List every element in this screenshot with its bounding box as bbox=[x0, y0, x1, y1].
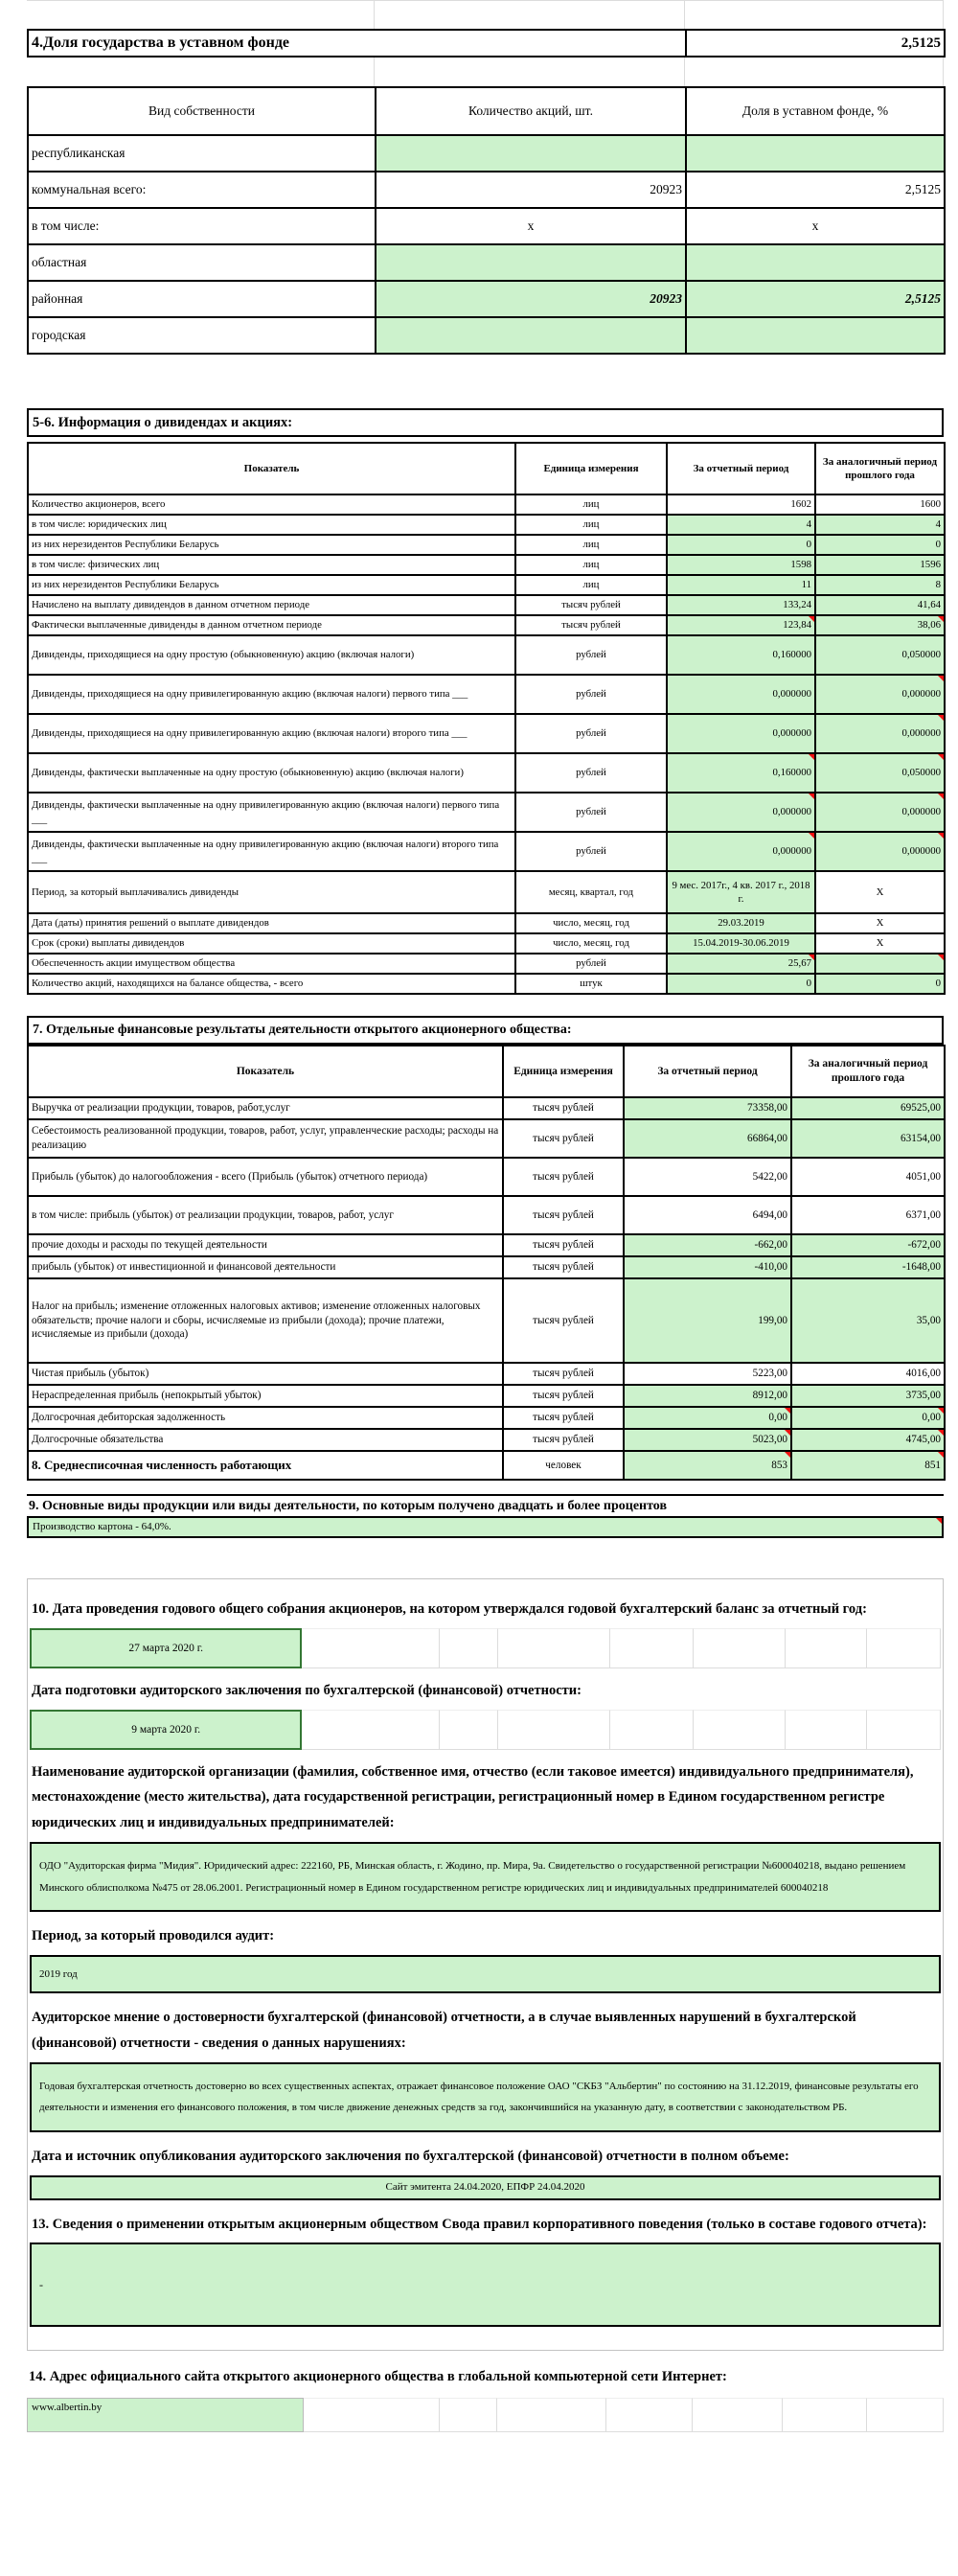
table-row bbox=[28, 832, 945, 871]
row-label: в том числе: юридических лиц bbox=[28, 515, 515, 535]
row-label: Дата (даты) принятия решений о выплате дивидендов bbox=[28, 913, 515, 933]
value-percent[interactable] bbox=[686, 317, 945, 354]
value-current[interactable]: 0,000000 bbox=[667, 793, 815, 832]
unit-cell: тысяч рублей bbox=[503, 1256, 624, 1278]
table-row bbox=[28, 913, 945, 933]
value-prior[interactable]: 4 bbox=[815, 515, 945, 535]
value-prior[interactable]: 4745,00 bbox=[791, 1429, 945, 1451]
table-row bbox=[28, 871, 945, 913]
comment-indicator-icon bbox=[938, 1452, 944, 1458]
value-current[interactable]: 0,000000 bbox=[667, 714, 815, 753]
value-prior[interactable]: 0,050000 bbox=[815, 753, 945, 793]
comment-indicator-icon bbox=[785, 1430, 790, 1436]
financial-results-section-title: 7. Отдельные финансовые результаты деятельности открытого акционерного общества: bbox=[27, 1016, 944, 1045]
headcount-row-label: 8. Среднесписочная численность работающих bbox=[28, 1451, 503, 1480]
row-label: в том числе: прибыль (убыток) от реализации продукции, товаров, работ, услуг bbox=[28, 1196, 503, 1234]
comment-indicator-icon bbox=[785, 1452, 790, 1458]
comment-indicator-icon bbox=[938, 754, 944, 760]
value-current[interactable]: 66864,00 bbox=[624, 1119, 791, 1158]
header-row bbox=[28, 1046, 945, 1097]
table-row bbox=[28, 675, 945, 714]
row-label: Дивиденды, приходящиеся на одну привилегированную акцию (включая налоги) второго типа ___ bbox=[28, 714, 515, 753]
publication-info-box[interactable]: Сайт эмитента 24.04.2020, ЕПФР 24.04.2020 bbox=[30, 2175, 941, 2200]
value-current[interactable]: 11 bbox=[667, 575, 815, 595]
comment-indicator-icon bbox=[938, 1408, 944, 1414]
products-section-title: 9. Основные виды продукции или виды деятельности, по которым получено двадцать и более процентов bbox=[27, 1494, 944, 1516]
col-header-prior: За аналогичный период прошлого года bbox=[815, 443, 945, 494]
row-label: в том числе: bbox=[28, 208, 376, 244]
value-prior: 6371,00 bbox=[791, 1196, 945, 1234]
row-label: прибыль (убыток) от инвестиционной и финансовой деятельности bbox=[28, 1256, 503, 1278]
annual-meeting-date-box[interactable]: 27 марта 2020 г. bbox=[30, 1628, 302, 1668]
row-label: коммунальная всего: bbox=[28, 172, 376, 208]
unit-cell: тысяч рублей bbox=[503, 1407, 624, 1429]
corporate-code-box[interactable]: - bbox=[30, 2242, 941, 2327]
value-prior[interactable]: 0,050000 bbox=[815, 635, 945, 675]
value-prior[interactable]: 3735,00 bbox=[791, 1385, 945, 1407]
unit-cell: рублей bbox=[515, 954, 667, 974]
value-prior[interactable]: 0,000000 bbox=[815, 675, 945, 714]
table-row bbox=[28, 135, 945, 172]
table-row bbox=[28, 954, 945, 974]
col-header-ownership-type: Вид собственности bbox=[28, 87, 376, 135]
audit-report-date-box[interactable]: 9 марта 2020 г. bbox=[30, 1710, 302, 1750]
audit-opinion-heading: Аудиторское мнение о достоверности бухгалтерской (финансовой) отчетности, а в случае выявленных нарушений в бухгалтерской (финансовой) отчетности - сведения о данных нарушениях: bbox=[32, 2009, 856, 2051]
value-current[interactable]: 8912,00 bbox=[624, 1385, 791, 1407]
value-current[interactable]: 9 мес. 2017г., 4 кв. 2017 г., 2018 г. bbox=[667, 871, 815, 913]
unit-cell: тысяч рублей bbox=[503, 1363, 624, 1385]
value-prior[interactable]: 0,000000 bbox=[815, 793, 945, 832]
corporate-code-heading: 13. Сведения о применении открытым акционерным обществом Свода правил корпоративного поведения (только в составе годового отчета): bbox=[32, 2216, 927, 2232]
table-row bbox=[28, 1256, 945, 1278]
row-label: Период, за который выплачивались дивиденды bbox=[28, 871, 515, 913]
unit-cell: тысяч рублей bbox=[515, 595, 667, 615]
unit-cell: тысяч рублей bbox=[503, 1158, 624, 1196]
value-current[interactable]: -662,00 bbox=[624, 1234, 791, 1256]
col-header-indicator: Показатель bbox=[28, 443, 515, 494]
value-current[interactable]: 5023,00 bbox=[624, 1429, 791, 1451]
unit-cell: тысяч рублей bbox=[503, 1097, 624, 1119]
row-label: Дивиденды, приходящиеся на одну простую (обыкновенную) акцию (включая налоги) bbox=[28, 635, 515, 675]
value-current[interactable]: 0,160000 bbox=[667, 753, 815, 793]
comment-indicator-icon bbox=[938, 1430, 944, 1436]
col-header-share-percent: Доля в уставном фонде, % bbox=[686, 87, 945, 135]
row-label: прочие доходы и расходы по текущей деятельности bbox=[28, 1234, 503, 1256]
col-header-share-count: Количество акций, шт. bbox=[376, 87, 686, 135]
value-prior[interactable]: 35,00 bbox=[791, 1278, 945, 1363]
value-count[interactable] bbox=[376, 135, 686, 172]
table-row bbox=[28, 555, 945, 575]
website-cell[interactable]: www.albertin.by bbox=[27, 2398, 304, 2432]
table-row bbox=[28, 244, 945, 281]
table-row bbox=[28, 515, 945, 535]
unit-cell: число, месяц, год bbox=[515, 933, 667, 954]
value-prior[interactable]: 8 bbox=[815, 575, 945, 595]
table-row bbox=[28, 595, 945, 615]
row-label: в том числе: физических лиц bbox=[28, 555, 515, 575]
unit-cell: тысяч рублей bbox=[503, 1385, 624, 1407]
value-count[interactable]: 20923 bbox=[376, 281, 686, 317]
value-current[interactable]: 29.03.2019 bbox=[667, 913, 815, 933]
publication-heading: Дата и источник опубликования аудиторского заключения по бухгалтерской (финансовой) отчетности в полном объеме: bbox=[32, 2148, 789, 2164]
value-current[interactable]: 199,00 bbox=[624, 1278, 791, 1363]
row-label: городская bbox=[28, 317, 376, 354]
row-label: Прибыль (убыток) до налогообложения - всего (Прибыль (убыток) отчетного периода) bbox=[28, 1158, 503, 1196]
value-count: 20923 bbox=[376, 172, 686, 208]
table-row bbox=[28, 1363, 945, 1385]
unit-cell: месяц, квартал, год bbox=[515, 871, 667, 913]
unit-cell: штук bbox=[515, 974, 667, 994]
value-percent[interactable]: 2,5125 bbox=[686, 281, 945, 317]
row-label: Дивиденды, фактически выплаченные на одну привилегированную акцию (включая налоги) второго типа ___ bbox=[28, 832, 515, 871]
comment-indicator-icon bbox=[938, 616, 944, 622]
table-row bbox=[28, 1407, 945, 1429]
row-label: областная bbox=[28, 244, 376, 281]
value-percent: 2,5125 bbox=[686, 172, 945, 208]
unit-cell: рублей bbox=[515, 793, 667, 832]
value-prior: 4016,00 bbox=[791, 1363, 945, 1385]
value-prior[interactable]: 0 bbox=[815, 974, 945, 994]
value-count[interactable] bbox=[376, 244, 686, 281]
comment-indicator-icon bbox=[809, 794, 814, 799]
row-label: Выручка от реализации продукции, товаров, работ,услуг bbox=[28, 1097, 503, 1119]
state-share-value: 2,5125 bbox=[686, 30, 945, 57]
value-prior[interactable] bbox=[815, 954, 945, 974]
value-count[interactable] bbox=[376, 317, 686, 354]
value-prior[interactable]: 38,06 bbox=[815, 615, 945, 635]
value-current: 5422,00 bbox=[624, 1158, 791, 1196]
unit-cell: тысяч рублей bbox=[503, 1278, 624, 1363]
audit-period-box[interactable]: 2019 год bbox=[30, 1955, 941, 1993]
audit-period-heading: Период, за который проводился аудит: bbox=[32, 1928, 275, 1944]
table-row bbox=[28, 30, 945, 57]
table-row bbox=[28, 1196, 945, 1234]
table-row bbox=[28, 635, 945, 675]
value-prior[interactable]: -1648,00 bbox=[791, 1256, 945, 1278]
table-row bbox=[28, 1278, 945, 1363]
value-current[interactable]: 123,84 bbox=[667, 615, 815, 635]
comment-indicator-icon bbox=[938, 833, 944, 839]
unit-cell: лиц bbox=[515, 494, 667, 515]
col-header-current: За отчетный период bbox=[667, 443, 815, 494]
value-current[interactable]: -410,00 bbox=[624, 1256, 791, 1278]
row-label: Налог на прибыль; изменение отложенных налоговых активов; изменение отложенных налоговых обязательств; прочие налоги и сборы, исчисляемые из прибыли (дохода); прочие платежи, исчисляемые из прибыли (дохода) bbox=[28, 1278, 503, 1363]
table-row bbox=[28, 1119, 945, 1158]
grid-strip bbox=[27, 58, 944, 86]
lower-sections-box bbox=[27, 1578, 944, 2351]
state-share-title: 4.Доля государства в уставном фонде bbox=[28, 30, 686, 57]
value-prior[interactable]: -672,00 bbox=[791, 1234, 945, 1256]
table-row bbox=[28, 793, 945, 832]
row-label: Дивиденды, фактически выплаченные на одну привилегированную акцию (включая налоги) первого типа ___ bbox=[28, 793, 515, 832]
table-row bbox=[28, 1429, 945, 1451]
unit-cell: рублей bbox=[515, 714, 667, 753]
value-current[interactable]: 0,000000 bbox=[667, 832, 815, 871]
col-header-prior: За аналогичный период прошлого года bbox=[791, 1046, 945, 1097]
unit-cell: тысяч рублей bbox=[503, 1234, 624, 1256]
audit-report-date-row bbox=[30, 1710, 941, 1750]
comment-indicator-icon bbox=[809, 833, 814, 839]
comment-indicator-icon bbox=[809, 754, 814, 760]
col-header-unit: Единица измерения bbox=[515, 443, 667, 494]
unit-cell: лиц bbox=[515, 555, 667, 575]
unit-cell: число, месяц, год bbox=[515, 913, 667, 933]
comment-indicator-icon bbox=[809, 954, 814, 960]
main-product-cell[interactable]: Производство картона - 64,0%. bbox=[27, 1516, 944, 1538]
unit-cell: рублей bbox=[515, 675, 667, 714]
row-label: Фактически выплаченные дивиденды в данном отчетном периоде bbox=[28, 615, 515, 635]
row-label: республиканская bbox=[28, 135, 376, 172]
comment-indicator-icon bbox=[938, 676, 944, 681]
unit-cell: тысяч рублей bbox=[503, 1196, 624, 1234]
value-current[interactable]: 4 bbox=[667, 515, 815, 535]
table-row bbox=[28, 1234, 945, 1256]
value-current[interactable]: 0 bbox=[667, 974, 815, 994]
value-prior: 4051,00 bbox=[791, 1158, 945, 1196]
website-heading: 14. Адрес официального сайта открытого акционерного общества в глобальной компьютерной сети Интернет: bbox=[29, 2369, 727, 2385]
unit-cell: тысяч рублей bbox=[503, 1429, 624, 1451]
value-prior[interactable]: 0,000000 bbox=[815, 832, 945, 871]
row-label: Себестоимость реализованной продукции, товаров, работ, услуг, управленческие расходы; расходы на реализацию bbox=[28, 1119, 503, 1158]
row-label: Чистая прибыль (убыток) bbox=[28, 1363, 503, 1385]
value-prior[interactable]: 69525,00 bbox=[791, 1097, 945, 1119]
row-label: Количество акционеров, всего bbox=[28, 494, 515, 515]
row-label: из них нерезидентов Республики Беларусь bbox=[28, 535, 515, 555]
row-label: Обеспеченность акции имуществом общества bbox=[28, 954, 515, 974]
comment-indicator-icon bbox=[936, 1518, 942, 1524]
audit-report-date-heading: Дата подготовки аудиторского заключения по бухгалтерской (финансовой) отчетности: bbox=[32, 1682, 582, 1698]
dividends-table bbox=[27, 442, 946, 995]
unit-cell: рублей bbox=[515, 753, 667, 793]
grid-strip bbox=[27, 0, 944, 29]
comment-indicator-icon bbox=[938, 715, 944, 721]
col-header-unit: Единица измерения bbox=[503, 1046, 624, 1097]
row-label: Долгосрочная дебиторская задолженность bbox=[28, 1407, 503, 1429]
value-count: x bbox=[376, 208, 686, 244]
table-row bbox=[28, 575, 945, 595]
audit-opinion-box[interactable]: Годовая бухгалтерская отчетность достоверно во всех существенных аспектах, отражает финансовое положение ОАО "СКБЗ "Альбертин" по состоянию на 31.12.2019, финансовые результаты его деятельности и изменения его финансового положения, в том числе движение денежных средств за год, закончившийся на указанную дату, в соответствии с законодательством РБ. bbox=[30, 2062, 941, 2132]
value-prior[interactable]: 0,00 bbox=[791, 1407, 945, 1429]
comment-indicator-icon bbox=[809, 616, 814, 622]
value-prior[interactable]: 851 bbox=[791, 1451, 945, 1480]
value-prior[interactable]: 0 bbox=[815, 535, 945, 555]
value-percent[interactable] bbox=[686, 135, 945, 172]
value-prior: X bbox=[815, 913, 945, 933]
ownership-table bbox=[27, 86, 946, 355]
table-row bbox=[28, 494, 945, 515]
col-header-current: За отчетный период bbox=[624, 1046, 791, 1097]
value-current[interactable]: 1598 bbox=[667, 555, 815, 575]
row-label: Долгосрочные обязательства bbox=[28, 1429, 503, 1451]
value-percent: x bbox=[686, 208, 945, 244]
table-row bbox=[28, 172, 945, 208]
row-label: Дивиденды, фактически выплаченные на одну простую (обыкновенную) акцию (включая налоги) bbox=[28, 753, 515, 793]
comment-indicator-icon bbox=[938, 794, 944, 799]
table-row bbox=[28, 208, 945, 244]
col-header-indicator: Показатель bbox=[28, 1046, 503, 1097]
unit-cell: рублей bbox=[515, 832, 667, 871]
annual-meeting-date-row bbox=[30, 1628, 941, 1668]
table-row bbox=[28, 1097, 945, 1119]
value-current[interactable]: 133,24 bbox=[667, 595, 815, 615]
row-label: из них нерезидентов Республики Беларусь bbox=[28, 575, 515, 595]
value-current[interactable]: 853 bbox=[624, 1451, 791, 1480]
unit-cell: тысяч рублей bbox=[515, 615, 667, 635]
row-label: Нераспределенная прибыль (непокрытый убыток) bbox=[28, 1385, 503, 1407]
value-current: 1602 bbox=[667, 494, 815, 515]
value-current[interactable]: 0 bbox=[667, 535, 815, 555]
value-current[interactable]: 73358,00 bbox=[624, 1097, 791, 1119]
value-current: 6494,00 bbox=[624, 1196, 791, 1234]
table-row bbox=[28, 317, 945, 354]
row-label: Количество акций, находящихся на балансе общества, - всего bbox=[28, 974, 515, 994]
value-prior: 1600 bbox=[815, 494, 945, 515]
annual-meeting-heading: 10. Дата проведения годового общего собрания акционеров, на котором утверждался годовой бухгалтерский баланс за отчетный год: bbox=[32, 1601, 867, 1617]
table-row bbox=[28, 1158, 945, 1196]
table-row bbox=[28, 615, 945, 635]
table-row bbox=[28, 933, 945, 954]
value-prior[interactable]: 0,000000 bbox=[815, 714, 945, 753]
table-row bbox=[28, 753, 945, 793]
comment-indicator-icon bbox=[938, 954, 944, 960]
table-row bbox=[28, 1385, 945, 1407]
dividends-section-title: 5-6. Информация о дивидендах и акциях: bbox=[27, 408, 944, 437]
header-row bbox=[28, 87, 945, 135]
header-row bbox=[28, 443, 945, 494]
unit-cell: лиц bbox=[515, 575, 667, 595]
auditor-info-heading: Наименование аудиторской организации (фамилия, собственное имя, отчество (если таковое имеется) индивидуального предпринимателя), местонахождение (место жительства), дата государственной регистрации, регистрационный номер в Едином государственном регистре юридических лиц и индивидуальных предпринимателей: bbox=[32, 1763, 914, 1831]
table-row bbox=[28, 974, 945, 994]
value-current[interactable]: 0,00 bbox=[624, 1407, 791, 1429]
table-row bbox=[28, 714, 945, 753]
value-percent[interactable] bbox=[686, 244, 945, 281]
unit-cell: лиц bbox=[515, 515, 667, 535]
value-prior[interactable]: 41,64 bbox=[815, 595, 945, 615]
value-current[interactable]: 25,67 bbox=[667, 954, 815, 974]
value-current[interactable]: 15.04.2019-30.06.2019 bbox=[667, 933, 815, 954]
row-label: Срок (сроки) выплаты дивидендов bbox=[28, 933, 515, 954]
row-label: Начислено на выплату дивидендов в данном отчетном периоде bbox=[28, 595, 515, 615]
table-row bbox=[28, 1451, 945, 1480]
unit-cell: лиц bbox=[515, 535, 667, 555]
comment-indicator-icon bbox=[785, 1408, 790, 1414]
table-row bbox=[28, 281, 945, 317]
value-current[interactable]: 0,000000 bbox=[667, 675, 815, 714]
value-prior[interactable]: 1596 bbox=[815, 555, 945, 575]
value-prior[interactable]: 63154,00 bbox=[791, 1119, 945, 1158]
row-label: Дивиденды, приходящиеся на одну привилегированную акцию (включая налоги) первого типа ___ bbox=[28, 675, 515, 714]
state-share-title-table bbox=[27, 29, 946, 58]
unit-cell: тысяч рублей bbox=[503, 1119, 624, 1158]
financial-results-table bbox=[27, 1045, 946, 1481]
row-label: районная bbox=[28, 281, 376, 317]
unit-cell: человек bbox=[503, 1451, 624, 1480]
value-current[interactable]: 0,160000 bbox=[667, 635, 815, 675]
value-prior: X bbox=[815, 871, 945, 913]
table-row bbox=[28, 535, 945, 555]
website-row bbox=[27, 2398, 944, 2432]
value-current: 5223,00 bbox=[624, 1363, 791, 1385]
auditor-info-box[interactable]: ОДО "Аудиторская фирма "Мидия". Юридический адрес: 222160, РБ, Минская область, г. Жодино, пр. Мира, 9а. Свидетельство о государственной регистрации №600040218, выдано решением Минского облисполкома №475 от 28.06.2001. Регистрационный номер в Едином государственном регистре юридических лиц и индивидуальных предпринимателей 600040218 bbox=[30, 1842, 941, 1912]
value-prior: X bbox=[815, 933, 945, 954]
unit-cell: рублей bbox=[515, 635, 667, 675]
